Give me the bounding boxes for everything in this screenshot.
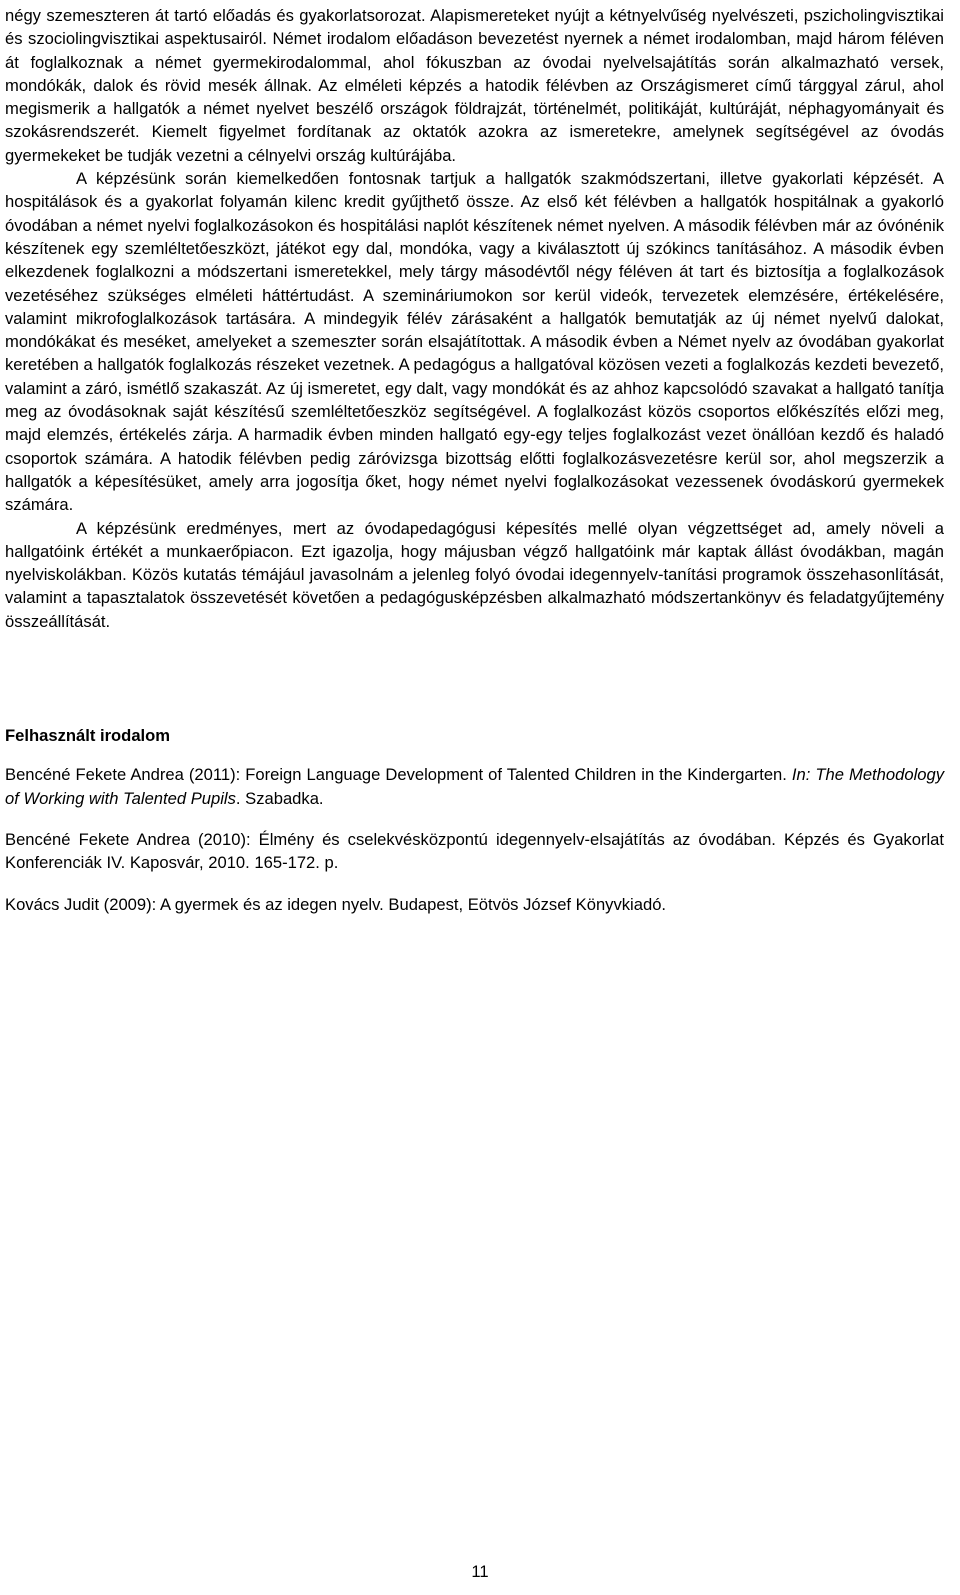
reference-1-source: In: The Methodology of Working with Talented Pupils: [5, 765, 945, 808]
body-paragraph-1: négy szemeszteren át tartó előadás és gyakorlatsorozat. Alapismereteket nyújt a kétnyelvűség nyelvészeti, pszicholingvisztikai és szociolingvisztikai aspektusairól. Német irodalom előadáson bevezetést nyernek a német irodalomban, majd három féléven át foglalkoznak a német gyermekirodalommal, ahol fókuszban az óvodai nyelvelsajátítás során alkalmazható versek, mondókák, dalok és rövid mesék állnak. Az elméleti képzés a hatodik félévben az Országismeret című tárggyal zárul, ahol megismerik a hallgatók a német nyelvet beszélő országok földrajzát, történelmét, politikáját, kultúráját, néphagyományait és szokásrendszerét. Kiemelt figyelmet fordítanak az oktatók azokra az ismeretekre, amelynek segítségével az óvodás gyermekeket be tudják vezetni a célnyelvi ország kultúrájába.: [5, 6, 944, 165]
references-heading: Felhasznált irodalom: [5, 726, 171, 746]
body-paragraph-3: A képzésünk eredményes, mert az óvodapedagógusi képesítés mellé olyan végzettséget ad, amely növeli a hallgatóink értékét a munkaerőpiacon. Ezt igazolja, hogy májusban végző hallgatóink már kaptak állást óvodákban, magán nyelviskolákban. Közös kutatás témájául javasolnám a jelenleg folyó óvodai idegennyelv-tanítási programok összehasonlítását, valamint a tapasztalatok összevetését követően a pedagógusképzésben alkalmazható módszertankönyv és feladatgyűjtemény összeállítását.: [5, 518, 944, 631]
page-number: 11: [471, 1562, 489, 1581]
body-paragraph-2: A képzésünk során kiemelkedően fontosnak tartjuk a hallgatók szakmódszertani, illetve gyakorlati képzését. A hospitálások és a gyakorlat folyamán kilenc kredit gyűjthető össze. Az első két félévben a hallgatók hospitálnak a gyakorló óvodában a német nyelvi foglalkozásokon és hospitálási naplót készítenek német nyelven. A második félévben már az óvónénik készítenek egy szemléltetőeszközt, játékot egy dal, mondóka, vagy a kiválasztott új szókincs tanításához. A második évben elkezdenek foglalkozni a módszertani ismeretekkel, mely tárgy másodévtől négy féléven át tart és biztosítja a foglalkozások vezetéséhez szükséges elméleti háttértudást. A szemináriumokon sor kerül videók, tervezetek elemzésére, értékelésére, valamint mikrofoglalkozások tartására. A mindegyik félév zárásaként a hallgatók bemutatják az új német nyelvű dalokat, mondókákat és meséket, amelyeket a szemeszter során elsajátítottak. A második évben a Német nyelv az óvodában gyakorlat keretében a hallgatók foglalkozás részeket vezetnek. A pedagógus a hallgatóval közösen vezeti a foglalkozás kezdeti bevezető, valamint a záró, ismétlő szakaszát. Az új ismeretet, egy dalt, vagy mondókát és az ahhoz kapcsolódó szavakat a hallgató tanítja meg az óvodásoknak saját készítésű szemléltetőeszköz segítségével. A foglalkozást közös csoportos előkészítés előzi meg, majd elemzés, értékelés zárja. A harmadik évben minden hallgató egy-egy teljes foglalkozást vezet önállóan kezdő és haladó csoportok számára. A hatodik félévben pedig záróvizsga bizottság előtti foglalkozásvezetésre kerül sor, ahol megszerzik a hallgatók a képesítésüket, amely arra jogosítja őket, hogy német nyelvi foglalkozásokat vezessenek óvodáskorú gyermekek számára.: [5, 169, 944, 515]
reference-1-place: . Szabadka.: [235, 788, 324, 808]
reference-1-main: Bencéné Fekete Andrea (2011): Foreign Language Development of Talented Children in the Kindergarten.: [5, 765, 792, 785]
reference-3: Kovács Judit (2009): A gyermek és az idegen nyelv. Budapest, Eötvös József Könyvkiadó.: [5, 894, 667, 914]
reference-2: Bencéné Fekete Andrea (2010): Élmény és cselekvésközpontú idegennyelv-elsajátítás az óvodában. Képzés és Gyakorlat Konferenciák IV. Kaposvár, 2010. 165-172. p.: [5, 829, 944, 873]
reference-1: [5, 763, 944, 810]
